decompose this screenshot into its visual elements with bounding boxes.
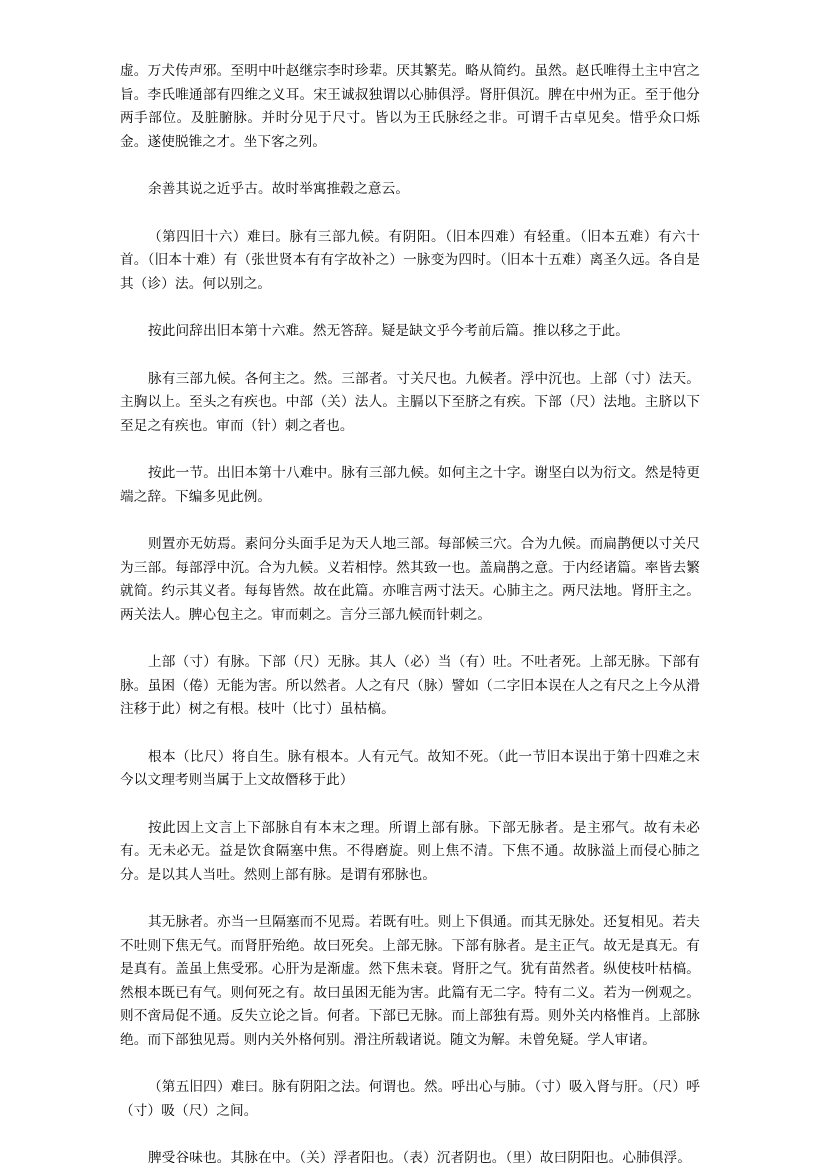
text-line: 有是真有。盖虽上焦受邪。心肝为是渐虚。然下焦未衰。肾肝之气。犹有苗然者。纵使枝叶枯 [120,937,700,977]
text-line: 更端之辞。下编多见此例。 [120,465,700,505]
text-line: 首。（旧本十难）有（张世贤本有有字故补之）一脉变为四时。（旧本十五难）离圣久远。各自 [120,252,687,268]
text-line: 主胸以上。至头之有疾也。中部（关）法人。主膈以下至脐之有疾。下部（尺）法地。主脐以 [120,394,687,410]
text-line: 观之。则不啻局促不通。反失立论之旨。何者。下部已无脉。而上部独有焉。则外关内格惟肖。 [120,984,700,1024]
text-line: 今以文理考则当属于上文故僭移于此） [120,772,354,788]
text-line: 虚。万犬传声邪。至明中叶赵继宗李时珍辈。厌其繁芜。略从简约。虽然。赵氏唯得土主中宫 [120,63,687,79]
text-line: 尺为三部。每部浮中沉。合为九候。义若相悖。然其致一也。盖扁鹊之意。于内经诸篇。率皆 [120,536,700,576]
text-line: 夫不吐则下焦无气。而肾肝殆绝。故曰死矣。上部无脉。下部有脉者。是主正气。故无是真无。 [120,914,700,954]
paragraph [120,60,700,154]
text-line: 上部（寸）有脉。下部（尺）无脉。其人（必）当（有）吐。不吐者死。上部无脉。下部 [148,654,687,670]
paragraph [120,746,700,793]
text-line: 则置亦无妨焉。素问分头面手足为天人地三部。每部候三穴。合为九候。而扁鹊便以寸关 [148,536,687,552]
text-line: 分。是以其人当吐。然则上部有脉。是谓有邪脉也。 [120,866,437,883]
text-line: 有脉。虽困（倦）无能为害。所以然者。人之有尺（脉）譬如（二字旧本误在人之有尺之上今 [120,654,700,694]
text-line: （第五旧四）难曰。脉有阴阳之法。何谓也。然。呼出心与肺。（寸）吸入肾与肝。（尺） [148,1079,687,1095]
paragraph [120,368,700,439]
text-line: 主之。两关法人。脾心包主之。审而刺之。言分三部九候而针刺之。 [120,583,700,623]
text-line: 其无脉者。亦当一旦隔塞而不见焉。若既有吐。则上下俱通。而其无脉处。还复相见。若 [148,914,687,930]
document-page [120,60,700,1171]
text-line: 槁。然根本既已有气。则何死之有。故曰虽困无能为害。此篇有无二字。特有二义。若为一例 [120,961,700,1001]
text-line: 有。无未必无。益是饮食隔塞中焦。不得磨旋。则上焦不清。下焦不通。故脉溢上而侵心肺之 [120,843,700,859]
text-line: 根本（比尺）将自生。脉有根本。人有元气。故知不死。（此一节旧本误出于第十四难之末 [148,748,700,765]
text-line: 下至足之有疾也。审而（针）刺之者也。 [120,394,700,434]
text-line: （第四旧十六）难曰。脉有三部九候。有阴阳。（旧本四难）有轻重。（旧本五难）有六十 [148,228,700,245]
text-line: 之旨。李氏唯通部有四维之义耳。宋王诚叔独谓以心肺俱浮。肾肝俱沉。脾在中州为正。至于 [120,63,700,103]
paragraph [120,226,700,297]
text-line: 按此因上文言上下部脉自有本末之理。所谓上部有脉。下部无脉者。是主邪气。故有未必 [148,819,700,836]
paragraph [120,1147,700,1171]
text-line: 按此一节。出旧本第十八难中。脉有三部九候。如何主之十字。谢坚白以为衍文。然是特 [148,465,687,481]
paragraph [120,1076,700,1123]
text-line: 脾受谷味也。其脉在中。（关）浮者阳也。（表）沉者阴也。（里）故曰阴阳也。心肺俱浮。 [148,1150,692,1166]
paragraph [120,651,700,722]
text-line: 是其（诊）法。何以别之。 [120,252,700,292]
paragraph [120,462,700,509]
text-line: 脉有三部九候。各何主之。然。三部者。寸关尺也。九候者。浮中沉也。上部（寸）法天。 [148,370,700,387]
text-line: 他分两手部位。及脏腑脉。并时分见于尺寸。皆以为王氏脉经之非。可谓千古卓见矣。惜乎众 [120,86,700,126]
text-line: 上部脉绝。而下部独见焉。则内关外格何别。滑注所载诸说。随文为解。未曾免疑。学人审诸。 [120,1008,700,1048]
paragraph [120,178,700,202]
text-line: 呼（寸）吸（尺）之间。 [120,1079,700,1119]
paragraph [120,817,700,888]
text-line: 按此问辞出旧本第十六难。然无答辞。疑是缺文乎今考前后篇。推以移之于此。 [148,323,630,339]
paragraph [120,533,700,627]
text-line: 从滑注移于此）树之有根。枝叶（比寸）虽枯槁。 [120,677,700,717]
text-line: 去繁就简。约示其义者。每每皆然。故在此篇。亦唯言两寸法天。心肺主之。两尺法地。肾肝 [120,559,700,599]
text-line: 口烁金。遂使脱锥之才。坐下客之列。 [120,110,700,150]
paragraph [120,320,700,344]
paragraph [120,911,700,1052]
text-line: 余善其说之近乎古。故时举寓推毂之意云。 [148,181,410,197]
